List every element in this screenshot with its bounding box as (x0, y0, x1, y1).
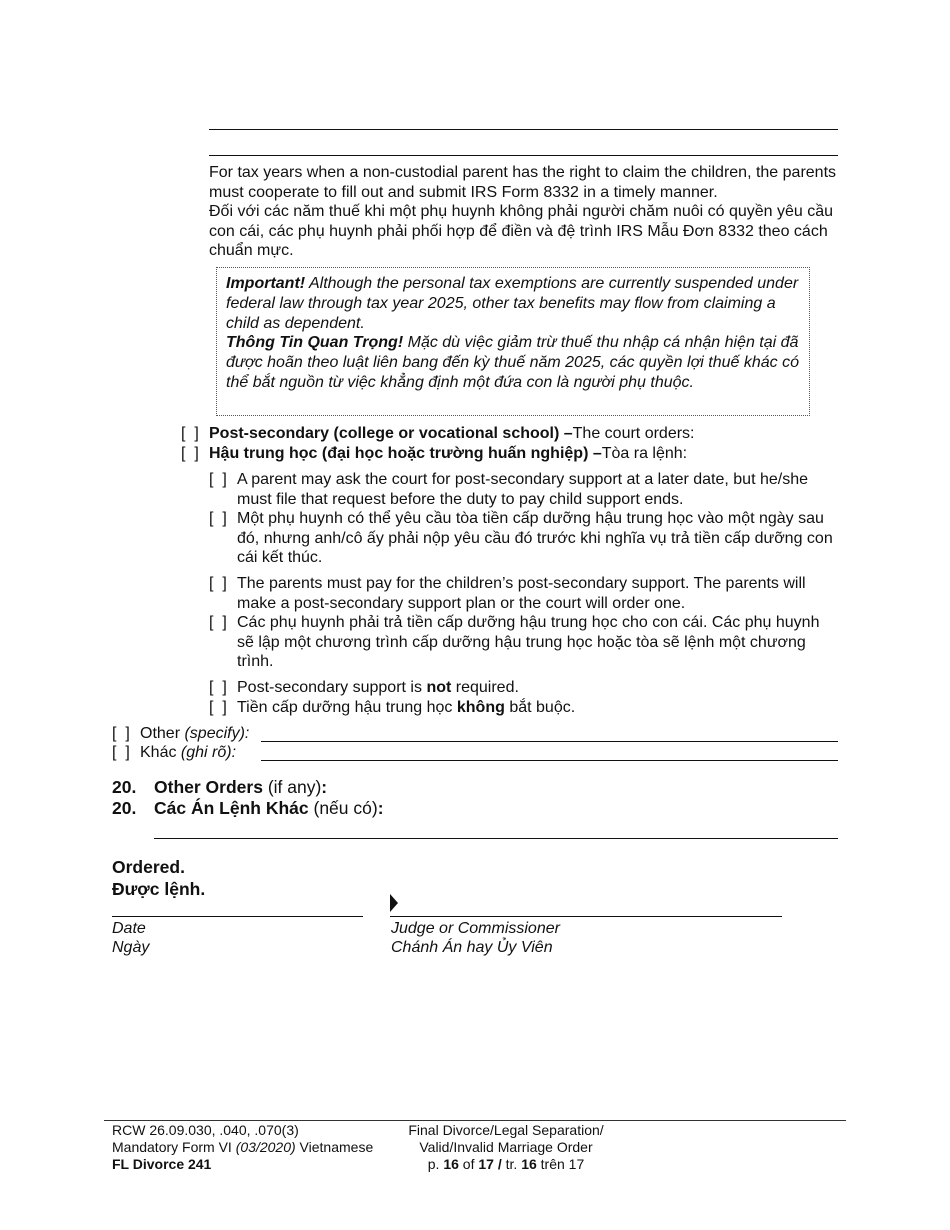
other-label-vi (140, 743, 236, 763)
option-later-date-checkbox[interactable]: [ ] (209, 471, 227, 488)
section-20-suffix-en: (if any) (267, 777, 322, 797)
footer-title-1: Final Divorce/Legal Separation/ (408, 1122, 604, 1138)
not-required-pre-en: Post-secondary support is (237, 679, 422, 696)
tax-text-en: For tax years when a non-custodial parent has the right to claim the children, the parents must cooperate to fill out and submit IRS Form 8332 in a timely manner. (209, 164, 837, 201)
other-label-en (140, 724, 249, 744)
judge-label-vi: Chánh Án hay Ủy Viên (391, 939, 553, 956)
footer-center (400, 1122, 612, 1173)
option-not-required-en (237, 678, 519, 698)
footer-page-of: of (462, 1156, 475, 1172)
other-specify-line-vi[interactable] (261, 760, 838, 761)
option-parents-pay-vi: Các phụ huynh phải trả tiền cấp dưỡng hậu trung học cho con cái. Các phụ huynh sẽ lập một chương trình cấp dưỡng hậu trung học hoặc tòa sẽ lệnh một chương trình. (237, 614, 820, 670)
important-en (226, 274, 801, 333)
option-parents-pay-checkbox-vi[interactable]: [ ] (209, 614, 227, 631)
section-20-suffix-vi: (nếu có) (313, 798, 378, 818)
date-label-vi: Ngày (112, 939, 150, 956)
section-20-number-vi: 20. (112, 798, 137, 818)
not-required-bold-en: not (426, 679, 452, 696)
footer-form-id: FL Divorce 241 (112, 1156, 212, 1172)
date-line[interactable] (112, 916, 363, 917)
section-20-heading-vi (112, 797, 384, 819)
option-not-required-checkbox-vi[interactable]: [ ] (209, 699, 227, 716)
footer-page-tr: tr. (505, 1156, 518, 1172)
important-vi (226, 333, 801, 392)
section-20-title-vi: Các Án Lệnh Khác (154, 798, 309, 818)
tax-paragraph (209, 163, 839, 261)
important-heading-en: Important! (226, 275, 306, 292)
footer-mandatory (112, 1139, 373, 1156)
post-secondary-title-vi: Hậu trung học (đại học hoặc trường huấn nghiệp) – (209, 445, 602, 462)
post-secondary-heading-vi (209, 444, 687, 464)
section-20-number: 20. (112, 777, 137, 797)
post-secondary-checkbox[interactable]: [ ] (181, 425, 199, 442)
ordered-en: Ordered. (112, 857, 185, 877)
blank-line-2[interactable] (209, 155, 838, 156)
footer-page-sep: / (497, 1156, 502, 1172)
option-not-required-checkbox[interactable]: [ ] (209, 679, 227, 696)
option-later-date-checkbox-vi[interactable]: [ ] (209, 510, 227, 527)
footer-title-2: Valid/Invalid Marriage Order (419, 1139, 593, 1155)
important-text-en: Although the personal tax exemptions are currently suspended under federal law through tax year 2025, other tax benefits may flow from claiming a child as dependent. (226, 275, 799, 332)
blank-line-1[interactable] (209, 129, 838, 130)
footer-mandatory-date: (03/2020) (235, 1139, 296, 1155)
ordered-vi: Được lệnh. (112, 879, 206, 899)
footer-mandatory-pre: Mandatory Form VI (112, 1139, 232, 1155)
other-specify-line[interactable] (261, 741, 838, 742)
section-20-colon-vi: : (377, 798, 384, 818)
date-label-en: Date (112, 920, 146, 937)
other-label-vi-text: Khác (140, 744, 177, 761)
footer-page-num-vi: 16 (521, 1156, 537, 1172)
footer-rcw: RCW 26.09.030, .040, .070(3) (112, 1122, 299, 1138)
other-orders-line[interactable] (154, 838, 838, 839)
important-heading-vi: Thông Tin Quan Trọng! (226, 334, 404, 352)
footer-page (400, 1156, 612, 1173)
other-hint-vi: (ghi rõ): (180, 744, 237, 761)
post-secondary-rest-vi: Tòa ra lệnh: (601, 445, 688, 462)
important-text-vi: Mặc dù việc giảm trừ thuế thu nhập cá nhận hiện tại đã được hoãn theo luật liên bang đến kỳ thuế năm 2025, các quyền lợi thuế khác có thể bắt nguồn từ việc khẳng định một đứa con là người phụ thuộc. (226, 334, 799, 391)
not-required-bold-vi: không (456, 699, 505, 716)
tax-text-vi: Đối với các năm thuế khi một phụ huynh không phải người chăm nuôi có quyền yêu cầu con cái, các phụ huynh phải phối hợp để điền và đệ trình IRS Mẫu Đơn 8332 theo cách chuẩn mực. (209, 203, 834, 259)
footer-page-total: 17 (478, 1156, 494, 1172)
footer-page-tren: trên 17 (540, 1156, 585, 1172)
post-secondary-checkbox-vi[interactable]: [ ] (181, 445, 199, 462)
judge-label-en: Judge or Commissioner (391, 920, 560, 937)
option-later-date-en: A parent may ask the court for post-secondary support at a later date, but he/she must file that request before the duty to pay child support ends. (237, 471, 808, 508)
other-hint: (specify): (184, 725, 250, 742)
post-secondary-heading-en (209, 424, 694, 444)
signature-arrow-icon (390, 894, 398, 912)
footer-left (112, 1122, 373, 1173)
post-secondary-title-en: Post-secondary (college or vocational school) – (209, 425, 573, 442)
footer-rule (104, 1120, 846, 1121)
footer-mandatory-post: Vietnamese (299, 1139, 374, 1155)
important-notice-box (216, 267, 810, 416)
footer-page-num: 16 (443, 1156, 459, 1172)
option-parents-pay-en: The parents must pay for the children’s post-secondary support. The parents will make a post-secondary support plan or the court will order one. (237, 575, 806, 612)
not-required-post-vi: bắt buộc. (509, 699, 576, 716)
footer-page-p: p. (427, 1156, 440, 1172)
not-required-post-en: required. (455, 679, 519, 696)
section-20-colon-en: : (321, 777, 328, 797)
other-checkbox[interactable]: [ ] (112, 725, 130, 742)
not-required-pre-vi: Tiền cấp dưỡng hậu trung học (237, 699, 453, 716)
post-secondary-rest-en: The court orders: (572, 425, 695, 442)
option-not-required-vi (237, 698, 575, 718)
option-later-date-vi: Một phụ huynh có thể yêu cầu tòa tiền cấp dưỡng hậu trung học vào một ngày sau đó, nhưng anh/cô ấy phải nộp yêu cầu đó trước khi nghĩa vụ trả tiền cấp dưỡng con cái kết thúc. (237, 510, 833, 566)
section-20-heading-en (112, 776, 327, 798)
option-parents-pay-checkbox[interactable]: [ ] (209, 575, 227, 592)
other-checkbox-vi[interactable]: [ ] (112, 744, 130, 761)
judge-signature-line[interactable] (390, 916, 782, 917)
section-20-title-en: Other Orders (154, 777, 263, 797)
other-label: Other (140, 725, 181, 742)
